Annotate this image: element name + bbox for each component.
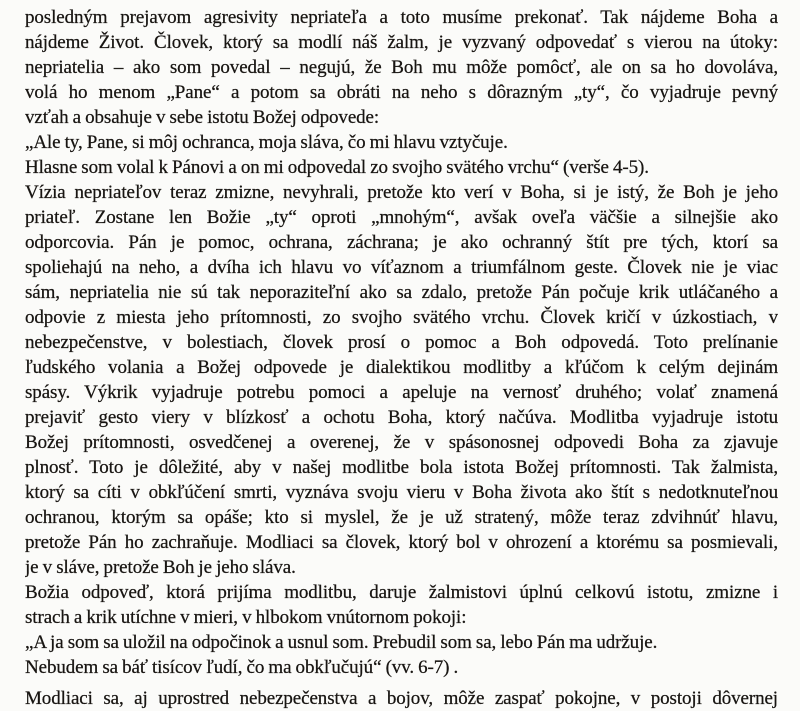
text-line: Nebudem sa báť tisícov ľudí, čo ma obkľučujú“ (vv. 6-7) .	[25, 657, 459, 678]
text-line: odpovie z miesta jeho prítomnosti, zo svojho svätého vrchu. Človek kričí v úzkostiach, v	[25, 307, 778, 328]
document-body	[25, 5, 778, 711]
text-line: priateľ. Zostane len Božie „ty“ oproti „mnohým“, avšak oveľa väčšie a silnejšie ako	[25, 207, 778, 228]
text-line: nepriatelia – ako som povedal – negujú, že Boh mu môže pomôcť, ale on sa ho dovoláva,	[25, 57, 778, 78]
text-line: prejaviť gesto viery v blízkosť a ochotu Boha, ktorý načúva. Modlitba vyjadruje istotu	[25, 407, 778, 428]
text-line: nájdeme Život. Človek, ktorý sa modlí náš žalm, je vyzvaný odpovedať s vierou na útoky:	[25, 32, 778, 53]
text-line: „A ja som sa uložil na odpočinok a usnul som. Prebudil som sa, lebo Pán ma udržuje.	[25, 632, 658, 653]
text-line: Vízia nepriateľov teraz zmizne, nevyhrali, pretože kto verí v Boha, si je istý, že Boh je jeho	[25, 182, 778, 203]
text-line: odporcovia. Pán je pomoc, ochrana, záchrana; je ako ochranný štít pre tých, ktorí sa	[25, 232, 778, 253]
text-line: ktorý sa cíti v obkľúčení smrti, vyznáva svoju vieru v Boha života ako štít s nedotknuteľnou	[25, 482, 778, 503]
text-line: plnosť. Toto je dôležité, aby v našej modlitbe bola istota Božej prítomnosti. Tak žalmista,	[25, 457, 778, 478]
text-line: je v sláve, pretože Boh je jeho sláva.	[25, 557, 296, 578]
text-line: Božia odpoveď, ktorá prijíma modlitbu, daruje žalmistovi úplnú celkovú istotu, zmizne i	[25, 582, 778, 603]
text-line: „Ale ty, Pane, si môj ochranca, moja sláva, čo mi hlavu vztyčuje.	[25, 132, 508, 153]
text-line: spoliehajú na neho, a dvíha ich hlavu vo víťaznom a triumfálnom geste. Človek nie je viac	[25, 257, 778, 278]
text-line: sám, nepriatelia nie sú tak neporaziteľní ako sa zdalo, pretože Pán počuje krik utláčaného a	[25, 282, 778, 303]
text-line: Modliaci sa, aj uprostred nebezpečenstva a bojov, môže zaspať pokojne, v postoji dôvernej	[25, 688, 778, 709]
text-line: volá ho menom „Pane“ a potom sa obráti na neho s dôrazným „ty“, čo vyjadruje pevný	[25, 82, 778, 103]
text-line: spásy. Výkrik vyjadruje potrebu pomoci a apeluje na vernosť druhého; volať znamená	[25, 382, 778, 403]
text-line: nebezpečenstve, v bolestiach, človek prosí o pomoc a Boh odpovedá. Toto prelínanie	[25, 332, 778, 353]
text-line: strach a krik utíchne v mieri, v hlbokom vnútornom pokoji:	[25, 607, 467, 628]
text-line: ochranou, ktorým sa opáše; kto si myslel, že je už stratený, môže teraz zdvihnúť hlavu,	[25, 507, 778, 528]
text-line: pretože Pán ho zachraňuje. Modliaci sa človek, ktorý bol v ohrození a ktorému sa posmievali,	[25, 532, 778, 553]
text-line: ľudského volania a Božej odpovede je dialektikou modlitby a kľúčom k celým dejinám	[25, 357, 778, 378]
text-line: vzťah a obsahuje v sebe istotu Božej odpovede:	[25, 107, 380, 128]
text-line: Hlasne som volal k Pánovi a on mi odpovedal zo svojho svätého vrchu“ (verše 4-5).	[25, 157, 649, 178]
text-line: posledným prejavom agresivity nepriateľa a toto musíme prekonať. Tak nájdeme Boha a	[25, 7, 778, 28]
text-line: Božej prítomnosti, osvedčenej a overenej, že v spásonosnej odpovedi Boha za zjavuje	[25, 432, 778, 453]
